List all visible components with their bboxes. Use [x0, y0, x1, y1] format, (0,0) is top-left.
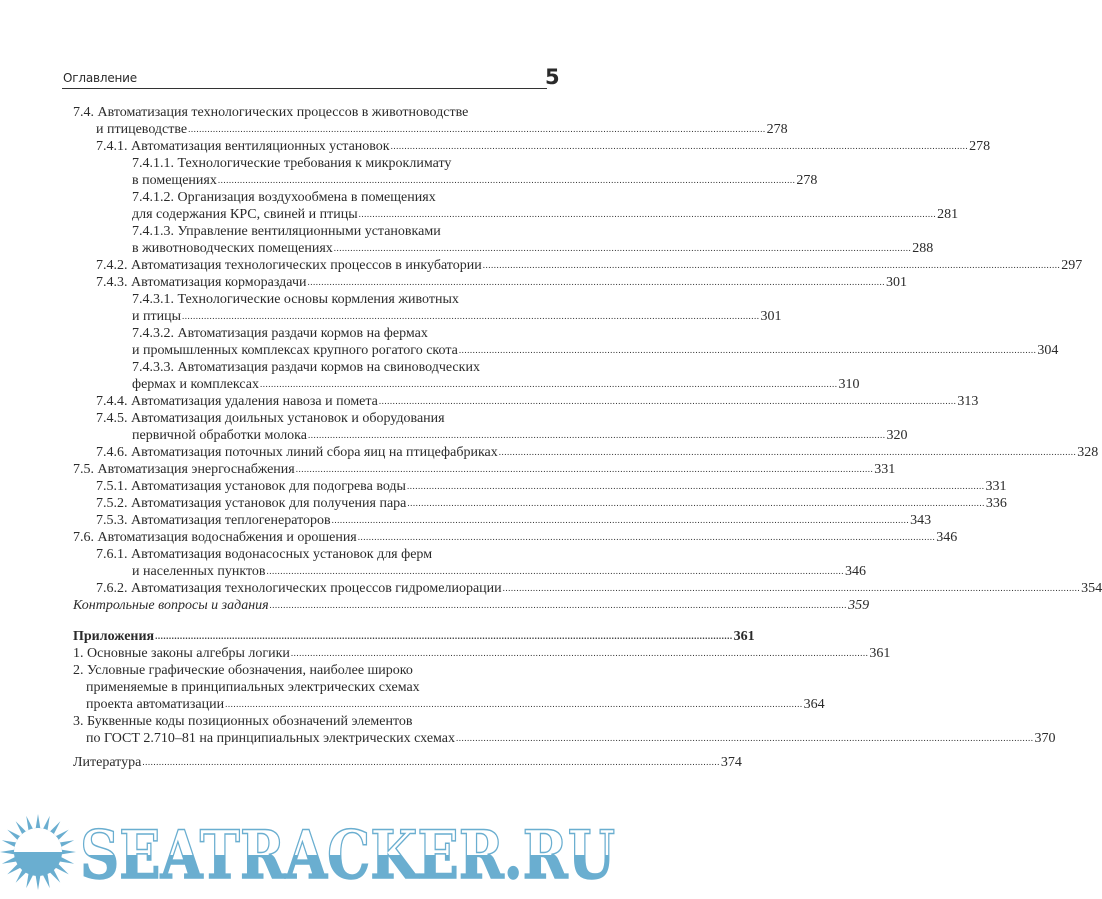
toc-entry-title: Литература	[73, 755, 142, 770]
toc-entry[interactable]	[73, 529, 958, 546]
dot-leader	[308, 427, 886, 444]
dot-leader	[503, 580, 1081, 597]
toc-page-number: 331	[874, 462, 896, 477]
dot-leader	[291, 645, 869, 662]
toc-entry-line	[73, 121, 788, 138]
toc-entry-line	[73, 444, 1099, 461]
toc-page-number: 278	[766, 122, 788, 137]
toc-entry-title: и населенных пунктов	[132, 564, 266, 579]
toc-entry-title: 7.4.1. Автоматизация вентиляционных установок	[96, 139, 390, 154]
dot-leader	[270, 597, 848, 614]
toc-entry[interactable]	[73, 138, 991, 155]
toc-entry-title: 7.4.3.3. Автоматизация раздачи кормов на свиноводческих	[132, 360, 480, 375]
toc-entry[interactable]	[73, 512, 932, 529]
dot-leader	[334, 240, 912, 257]
dot-leader	[407, 478, 985, 495]
toc-entry[interactable]	[73, 104, 788, 138]
toc-page-number: 361	[869, 646, 891, 661]
toc-entry-line	[73, 172, 818, 189]
toc-entry-title: 7.6. Автоматизация водоснабжения и орошения	[73, 530, 357, 545]
toc-entry-title: в помещениях	[132, 173, 217, 188]
toc-entry-title: 7.4. Автоматизация технологических процессов в животноводстве	[73, 105, 469, 120]
toc-entry[interactable]	[73, 546, 867, 580]
toc-entry[interactable]	[73, 713, 1056, 747]
toc-entry[interactable]	[73, 325, 1059, 359]
dot-leader	[267, 563, 845, 580]
toc-entry-line	[73, 529, 958, 546]
toc-entry-title: проекта автоматизации	[86, 697, 225, 712]
toc-page-number: 301	[885, 275, 907, 290]
toc-entry[interactable]	[73, 478, 1007, 495]
toc-entry[interactable]	[73, 628, 755, 645]
toc-page-number: 278	[969, 139, 991, 154]
toc-page-number: 313	[957, 394, 979, 409]
sun-ray	[35, 814, 40, 830]
toc-entry-line	[73, 308, 782, 325]
toc-entry-title: в животноводческих помещениях	[132, 241, 333, 256]
toc-entry-line	[73, 257, 1083, 274]
toc-entry-line	[73, 376, 860, 393]
toc-entry-line	[73, 662, 556, 679]
toc-entry-line	[73, 546, 556, 563]
toc-entry-title: 1. Основные законы алгебры логики	[73, 646, 290, 661]
toc-entry[interactable]	[73, 410, 908, 444]
toc-entry-title: и птицы	[132, 309, 181, 324]
toc-entry-line	[73, 240, 934, 257]
toc-page-number: 354	[1081, 581, 1102, 596]
toc-entry-line	[73, 393, 979, 410]
toc-entry-line	[73, 580, 1102, 597]
toc-entry[interactable]	[73, 291, 782, 325]
toc-page-number: 361	[733, 629, 755, 644]
toc-page-number: 336	[985, 496, 1007, 511]
toc-page-number: 346	[845, 564, 867, 579]
toc-entry-title: 7.4.3.1. Технологические основы кормления животных	[132, 292, 459, 307]
toc-page-number: 370	[1034, 731, 1056, 746]
toc-page-number: 297	[1061, 258, 1083, 273]
toc-entry-title: для содержания КРС, свиней и птицы	[132, 207, 358, 222]
toc-entry-line	[73, 512, 932, 529]
svg-text:SEATRACKER.RU: SEATRACKER.RU	[80, 816, 615, 894]
toc-entry-title: и промышленных комплексах крупного рогатого скота	[132, 343, 458, 358]
toc-entry-title: 7.6.1. Автоматизация водонасосных установок для ферм	[96, 547, 433, 562]
dot-leader	[459, 342, 1037, 359]
toc-entry-line	[73, 730, 1056, 747]
toc-entry[interactable]	[73, 444, 1099, 461]
toc-entry[interactable]	[73, 495, 1007, 512]
dot-leader	[483, 257, 1061, 274]
dot-leader	[142, 754, 720, 771]
toc-entry[interactable]	[73, 461, 896, 478]
toc-entry-line	[73, 461, 896, 478]
toc-entry-title: 2. Условные графические обозначения, наиболее широко	[73, 663, 413, 678]
dot-leader	[407, 495, 985, 512]
dot-leader	[296, 461, 874, 478]
toc-entry-title: по ГОСТ 2.710–81 на принципиальных электрических схемах	[86, 731, 456, 746]
toc-page-number: 288	[912, 241, 934, 256]
toc-page-number: 320	[886, 428, 908, 443]
dot-leader	[359, 206, 937, 223]
toc-entry-line	[73, 359, 556, 376]
toc-page-number: 328	[1077, 445, 1099, 460]
toc-entry-title: 7.5. Автоматизация энергоснабжения	[73, 462, 295, 477]
toc-entry-title: применяемые в принципиальных электрических схемах	[86, 680, 420, 695]
toc-entry-line	[73, 189, 556, 206]
dot-leader	[182, 308, 760, 325]
toc-entry-title: 7.4.3.2. Автоматизация раздачи кормов на фермах	[132, 326, 428, 341]
toc-entry-line	[73, 410, 556, 427]
toc-page-number: 278	[796, 173, 818, 188]
dot-leader	[218, 172, 796, 189]
dot-leader	[225, 696, 803, 713]
toc-entry-line	[73, 104, 556, 121]
table-of-contents	[73, 104, 1102, 771]
sun-ray	[0, 849, 16, 854]
toc-entry-title: первичной обработки молока	[132, 428, 307, 443]
toc-page-number: 331	[985, 479, 1007, 494]
toc-entry-line	[73, 754, 742, 771]
toc-entry-line	[73, 478, 1007, 495]
page-number: 5	[545, 65, 560, 89]
toc-entry-line	[73, 206, 959, 223]
toc-entry-title: 7.4.2. Автоматизация технологических процессов в инкубатории	[96, 258, 482, 273]
sun-ray	[60, 849, 76, 854]
toc-entry-line	[73, 645, 891, 662]
toc-entry-line	[73, 291, 556, 308]
toc-entry-line	[73, 274, 907, 291]
dot-leader	[379, 393, 957, 410]
toc-page-number: 281	[937, 207, 959, 222]
toc-entry-title: 7.5.1. Автоматизация установок для подогрева воды	[96, 479, 406, 494]
toc-entry-title: 7.4.1.3. Управление вентиляционными установками	[132, 224, 441, 239]
toc-entry-title: 7.4.6. Автоматизация поточных линий сбора яиц на птицефабриках	[96, 445, 498, 460]
toc-entry-line	[73, 696, 825, 713]
toc-entry-line	[73, 223, 556, 240]
toc-page-number: 310	[838, 377, 860, 392]
watermark-logo	[0, 812, 629, 892]
toc-entry-line	[73, 325, 556, 342]
toc-entry-title: Контрольные вопросы и задания	[73, 598, 269, 613]
dot-leader	[391, 138, 969, 155]
dot-leader	[358, 529, 936, 546]
toc-entry-title: 7.4.4. Автоматизация удаления навоза и помета	[96, 394, 378, 409]
sun-ray	[35, 874, 40, 890]
toc-page-number: 359	[848, 598, 870, 613]
toc-entry-line	[73, 138, 991, 155]
toc-entry-title: Приложения	[73, 629, 155, 644]
toc-entry-title: 3. Буквенные коды позиционных обозначений элементов	[73, 714, 413, 729]
toc-entry-line	[73, 563, 867, 580]
toc-entry[interactable]	[73, 257, 1083, 274]
toc-entry-title: 7.4.1.2. Организация воздухообмена в помещениях	[132, 190, 436, 205]
toc-page-number: 346	[936, 530, 958, 545]
toc-page-number: 301	[760, 309, 782, 324]
dot-leader	[260, 376, 838, 393]
toc-page-number: 304	[1037, 343, 1059, 358]
toc-entry-title: фермах и комплексах	[132, 377, 259, 392]
toc-entry-line	[73, 628, 755, 645]
toc-entry[interactable]	[73, 189, 959, 223]
toc-page-number: 374	[720, 755, 742, 770]
toc-entry[interactable]	[73, 754, 742, 771]
dot-leader	[499, 444, 1077, 461]
toc-entry[interactable]	[73, 223, 934, 257]
toc-entry[interactable]	[73, 597, 870, 614]
toc-page-number: 364	[803, 697, 825, 712]
toc-entry-title: 7.6.2. Автоматизация технологических процессов гидромелиорации	[96, 581, 502, 596]
dot-leader	[332, 512, 910, 529]
toc-entry-line	[73, 679, 556, 696]
toc-entry-line	[73, 713, 556, 730]
toc-entry[interactable]	[73, 580, 1102, 597]
toc-entry[interactable]	[73, 393, 979, 410]
toc-entry-title: и птицеводстве	[96, 122, 188, 137]
header-title: Оглавление	[63, 71, 137, 85]
toc-entry-line	[73, 427, 908, 444]
toc-entry-line	[73, 597, 870, 614]
toc-entry-title: 7.4.5. Автоматизация доильных установок и оборудования	[96, 411, 445, 426]
toc-entry-line	[73, 342, 1059, 359]
toc-entry-title: 7.4.3. Автоматизация кормораздачи	[96, 275, 307, 290]
sun-icon	[0, 814, 76, 890]
toc-entry-line	[73, 495, 1007, 512]
toc-entry-title: 7.4.1.1. Технологические требования к микроклимату	[132, 156, 452, 171]
toc-page-number: 343	[910, 513, 932, 528]
running-header	[62, 68, 547, 89]
dot-leader	[307, 274, 885, 291]
toc-entry[interactable]	[73, 274, 907, 291]
toc-entry-title: 7.5.2. Автоматизация установок для получения пара	[96, 496, 407, 511]
toc-entry-line	[73, 155, 556, 172]
dot-leader	[456, 730, 1034, 747]
dot-leader	[188, 121, 766, 138]
toc-entry[interactable]	[73, 155, 818, 189]
dot-leader	[155, 628, 733, 645]
toc-entry-title: 7.5.3. Автоматизация теплогенераторов	[96, 513, 331, 528]
toc-entry[interactable]	[73, 359, 860, 393]
toc-entry[interactable]	[73, 662, 825, 713]
toc-entry[interactable]	[73, 645, 891, 662]
